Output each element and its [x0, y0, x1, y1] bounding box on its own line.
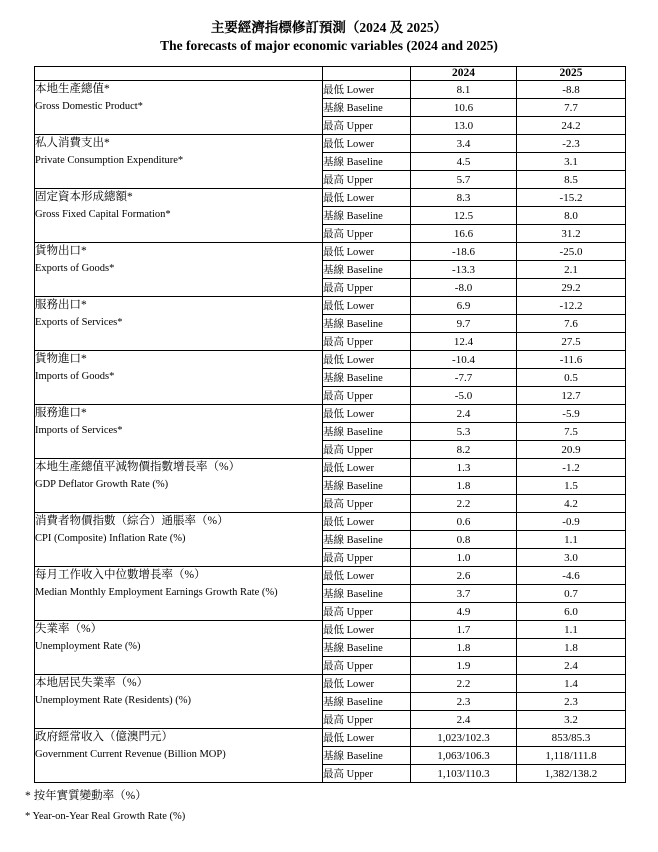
value-2025: 3.0 — [517, 549, 626, 567]
scenario-label-lower: 最低 Lower — [323, 297, 411, 315]
value-2024: 2.6 — [411, 567, 517, 585]
footnote-chinese: * 按年實質變動率（%） — [25, 790, 147, 802]
variable-name-zh: 消費者物價指數（綜合）通脹率（%） — [35, 515, 229, 527]
value-2025: -0.9 — [517, 513, 626, 531]
value-2024: 1.3 — [411, 459, 517, 477]
value-2025: 2.3 — [517, 693, 626, 711]
scenario-label-upper: 最高 Upper — [323, 171, 411, 189]
value-2025: -2.3 — [517, 135, 626, 153]
value-2025: -1.2 — [517, 459, 626, 477]
value-2024: -13.3 — [411, 261, 517, 279]
table-row — [35, 351, 626, 369]
scenario-label-lower: 最低 Lower — [323, 675, 411, 693]
value-2025: 1,382/138.2 — [517, 765, 626, 783]
table-row — [35, 405, 626, 423]
value-2024: -7.7 — [411, 369, 517, 387]
value-2024: 1.9 — [411, 657, 517, 675]
variable-name-zh: 貨物進口* — [35, 353, 87, 365]
variable-name-en: Median Monthly Employment Earnings Growth Rate (%) — [35, 587, 278, 598]
scenario-label-baseline: 基線 Baseline — [323, 639, 411, 657]
value-2024: 2.2 — [411, 675, 517, 693]
value-2024: 1,103/110.3 — [411, 765, 517, 783]
variable-name-zh: 貨物出口* — [35, 245, 87, 257]
scenario-label-lower: 最低 Lower — [323, 189, 411, 207]
value-2025: 3.1 — [517, 153, 626, 171]
variable-name-cell — [35, 405, 323, 459]
scenario-label-baseline: 基線 Baseline — [323, 585, 411, 603]
value-2025: 7.7 — [517, 99, 626, 117]
value-2024: 16.6 — [411, 225, 517, 243]
variable-name-en: Private Consumption Expenditure* — [35, 155, 184, 166]
table-row — [35, 81, 626, 99]
variable-name-en: Government Current Revenue (Billion MOP) — [35, 749, 226, 760]
scenario-label-lower: 最低 Lower — [323, 567, 411, 585]
variable-name-zh: 私人消費支出* — [35, 137, 110, 149]
scenario-label-lower: 最低 Lower — [323, 729, 411, 747]
variable-name-en: Exports of Goods* — [35, 263, 115, 274]
value-2024: -5.0 — [411, 387, 517, 405]
scenario-label-upper: 最高 Upper — [323, 279, 411, 297]
variable-name-zh: 失業率（%） — [35, 623, 103, 635]
variable-name-en: Imports of Goods* — [35, 371, 115, 382]
value-2025: -25.0 — [517, 243, 626, 261]
value-2024: 1.8 — [411, 477, 517, 495]
value-2024: 8.2 — [411, 441, 517, 459]
value-2024: 12.4 — [411, 333, 517, 351]
value-2025: -12.2 — [517, 297, 626, 315]
variable-name-cell — [35, 729, 323, 783]
variable-name-zh: 政府經常收入（億澳門元） — [35, 731, 173, 743]
value-2024: 1.0 — [411, 549, 517, 567]
variable-name-zh: 服務出口* — [35, 299, 87, 311]
value-2025: 8.5 — [517, 171, 626, 189]
scenario-label-lower: 最低 Lower — [323, 243, 411, 261]
variable-name-en: Exports of Services* — [35, 317, 123, 328]
scenario-label-upper: 最高 Upper — [323, 603, 411, 621]
scenario-label-upper: 最高 Upper — [323, 387, 411, 405]
value-2025: 20.9 — [517, 441, 626, 459]
value-2024: -18.6 — [411, 243, 517, 261]
table-row — [35, 621, 626, 639]
scenario-label-baseline: 基線 Baseline — [323, 477, 411, 495]
value-2025: 1.4 — [517, 675, 626, 693]
variable-name-zh: 服務進口* — [35, 407, 87, 419]
value-2025: 4.2 — [517, 495, 626, 513]
scenario-label-baseline: 基線 Baseline — [323, 99, 411, 117]
variable-name-cell — [35, 243, 323, 297]
variable-name-zh: 本地居民失業率（%） — [35, 677, 149, 689]
value-2024: 0.6 — [411, 513, 517, 531]
value-2024: 4.9 — [411, 603, 517, 621]
header-empty-variable-cell — [35, 67, 323, 81]
value-2025: 1,118/111.8 — [517, 747, 626, 765]
variable-name-cell — [35, 567, 323, 621]
scenario-label-lower: 最低 Lower — [323, 621, 411, 639]
scenario-label-upper: 最高 Upper — [323, 765, 411, 783]
scenario-label-upper: 最高 Upper — [323, 495, 411, 513]
page-title-english: The forecasts of major economic variables (2024 and 2025) — [160, 38, 498, 53]
value-2025: 0.7 — [517, 585, 626, 603]
scenario-label-lower: 最低 Lower — [323, 459, 411, 477]
scenario-label-lower: 最低 Lower — [323, 135, 411, 153]
value-2025: -4.6 — [517, 567, 626, 585]
scenario-label-baseline: 基線 Baseline — [323, 369, 411, 387]
variable-name-en: GDP Deflator Growth Rate (%) — [35, 479, 169, 490]
variable-name-cell — [35, 513, 323, 567]
value-2024: 5.7 — [411, 171, 517, 189]
scenario-label-upper: 最高 Upper — [323, 711, 411, 729]
value-2025: 24.2 — [517, 117, 626, 135]
value-2024: 1,063/106.3 — [411, 747, 517, 765]
scenario-label-lower: 最低 Lower — [323, 405, 411, 423]
variable-name-en: CPI (Composite) Inflation Rate (%) — [35, 533, 186, 544]
scenario-label-lower: 最低 Lower — [323, 351, 411, 369]
variable-name-zh: 固定資本形成總額* — [35, 191, 133, 203]
scenario-label-lower: 最低 Lower — [323, 513, 411, 531]
value-2025: 6.0 — [517, 603, 626, 621]
value-2025: 31.2 — [517, 225, 626, 243]
value-2025: 2.4 — [517, 657, 626, 675]
footnote-english: * Year-on-Year Real Growth Rate (%) — [25, 811, 186, 822]
variable-name-zh: 本地生產總值* — [35, 83, 110, 95]
variable-name-cell — [35, 297, 323, 351]
scenario-label-upper: 最高 Upper — [323, 549, 411, 567]
variable-name-cell — [35, 675, 323, 729]
scenario-label-baseline: 基線 Baseline — [323, 261, 411, 279]
variable-name-zh: 每月工作收入中位數增長率（%） — [35, 569, 206, 581]
header-empty-scenario-cell — [323, 67, 411, 81]
forecast-table-body — [35, 81, 626, 783]
forecast-table — [34, 66, 626, 783]
scenario-label-baseline: 基線 Baseline — [323, 315, 411, 333]
value-2025: 2.1 — [517, 261, 626, 279]
value-2025: 29.2 — [517, 279, 626, 297]
scenario-label-upper: 最高 Upper — [323, 657, 411, 675]
value-2024: 1.8 — [411, 639, 517, 657]
variable-name-cell — [35, 189, 323, 243]
variable-name-cell — [35, 81, 323, 135]
value-2024: 0.8 — [411, 531, 517, 549]
table-row — [35, 729, 626, 747]
value-2024: 5.3 — [411, 423, 517, 441]
value-2024: 8.3 — [411, 189, 517, 207]
variable-name-en: Gross Domestic Product* — [35, 101, 143, 112]
variable-name-en: Gross Fixed Capital Formation* — [35, 209, 171, 220]
page-title-chinese: 主要經濟指標修訂預測（2024 及 2025） — [210, 20, 448, 35]
scenario-label-baseline: 基線 Baseline — [323, 531, 411, 549]
value-2025: 8.0 — [517, 207, 626, 225]
value-2024: 10.6 — [411, 99, 517, 117]
table-row — [35, 135, 626, 153]
scenario-label-upper: 最高 Upper — [323, 441, 411, 459]
value-2024: 13.0 — [411, 117, 517, 135]
variable-name-cell — [35, 621, 323, 675]
value-2024: 3.7 — [411, 585, 517, 603]
value-2024: 4.5 — [411, 153, 517, 171]
value-2025: -11.6 — [517, 351, 626, 369]
scenario-label-baseline: 基線 Baseline — [323, 693, 411, 711]
value-2024: 8.1 — [411, 81, 517, 99]
variable-name-en: Unemployment Rate (%) — [35, 641, 141, 652]
table-row — [35, 459, 626, 477]
scenario-label-upper: 最高 Upper — [323, 225, 411, 243]
scenario-label-baseline: 基線 Baseline — [323, 423, 411, 441]
value-2025: -15.2 — [517, 189, 626, 207]
table-row — [35, 189, 626, 207]
value-2024: 12.5 — [411, 207, 517, 225]
value-2024: 2.4 — [411, 405, 517, 423]
value-2025: 12.7 — [517, 387, 626, 405]
table-row — [35, 297, 626, 315]
table-row — [35, 243, 626, 261]
value-2024: 2.3 — [411, 693, 517, 711]
scenario-label-baseline: 基線 Baseline — [323, 747, 411, 765]
value-2024: -8.0 — [411, 279, 517, 297]
value-2024: 6.9 — [411, 297, 517, 315]
variable-name-cell — [35, 135, 323, 189]
value-2025: 1.8 — [517, 639, 626, 657]
table-row — [35, 513, 626, 531]
variable-name-en: Unemployment Rate (Residents) (%) — [35, 695, 192, 706]
variable-name-en: Imports of Services* — [35, 425, 123, 436]
variable-name-cell — [35, 459, 323, 513]
year-header-2024: 2024 — [411, 67, 517, 81]
value-2025: 853/85.3 — [517, 729, 626, 747]
year-header-2025: 2025 — [517, 67, 626, 81]
variable-name-cell — [35, 351, 323, 405]
value-2025: 7.5 — [517, 423, 626, 441]
value-2025: -8.8 — [517, 81, 626, 99]
value-2024: -10.4 — [411, 351, 517, 369]
value-2024: 3.4 — [411, 135, 517, 153]
value-2024: 2.4 — [411, 711, 517, 729]
value-2024: 9.7 — [411, 315, 517, 333]
value-2024: 1.7 — [411, 621, 517, 639]
value-2025: 1.5 — [517, 477, 626, 495]
table-header-row — [35, 67, 626, 81]
table-row — [35, 675, 626, 693]
scenario-label-upper: 最高 Upper — [323, 117, 411, 135]
value-2025: 3.2 — [517, 711, 626, 729]
variable-name-zh: 本地生產總值平減物價指數增長率（%） — [35, 461, 241, 473]
value-2025: 0.5 — [517, 369, 626, 387]
value-2024: 1,023/102.3 — [411, 729, 517, 747]
value-2025: 1.1 — [517, 621, 626, 639]
scenario-label-baseline: 基線 Baseline — [323, 207, 411, 225]
value-2024: 2.2 — [411, 495, 517, 513]
value-2025: 7.6 — [517, 315, 626, 333]
value-2025: 27.5 — [517, 333, 626, 351]
scenario-label-baseline: 基線 Baseline — [323, 153, 411, 171]
value-2025: 1.1 — [517, 531, 626, 549]
scenario-label-lower: 最低 Lower — [323, 81, 411, 99]
scenario-label-upper: 最高 Upper — [323, 333, 411, 351]
value-2025: -5.9 — [517, 405, 626, 423]
table-row — [35, 567, 626, 585]
